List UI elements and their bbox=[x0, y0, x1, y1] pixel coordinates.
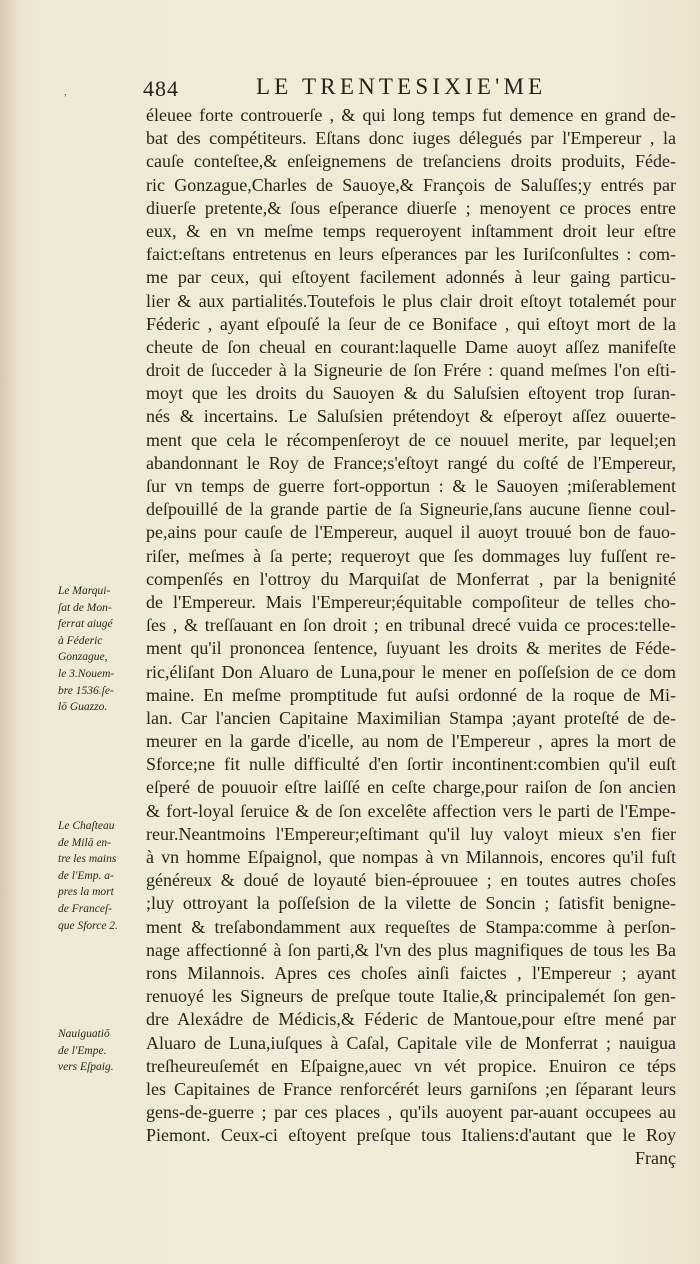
text-line: moyt que les droits du Sauoyen & du Saluſsien eſtoyent trop ſuran- bbox=[146, 383, 676, 404]
side-note-marquisat bbox=[58, 583, 142, 716]
text-line: renuoyé les Signeurs de preſque toute Italie,& principalemét ſon gen- bbox=[146, 986, 676, 1007]
side-note-line: Le Marqui- bbox=[58, 585, 111, 597]
side-note-line: tre les mains bbox=[58, 853, 117, 866]
text-line: diuerſe pretente,& ſous eſperance diuerſe ; menoyent ce proces entre bbox=[146, 197, 676, 218]
text-line: Féderic , ayant eſpouſé la ſeur de ce Boniface , qui eſtoyt mort de la bbox=[146, 313, 676, 334]
text-line: cheute de ſon cheual en courant:laquelle Dame auoyt aſſez manifeſte bbox=[146, 336, 676, 357]
text-line: meurer en la garde d'icelle, au nom de l'Empereur , apres la mort de bbox=[146, 731, 676, 752]
side-note-line: Gonzague, bbox=[58, 651, 108, 664]
side-note-line: de Franceſ- bbox=[58, 902, 112, 915]
text-line: cauſe conteſtee,& enſeignemens de treſanciens droits produits, Féde- bbox=[146, 151, 676, 172]
text-line: compenſés en l'ottroy du Marquiſat de Monferrat , par la benignité bbox=[146, 568, 676, 589]
side-note-line: vers Eſpaig. bbox=[58, 1061, 114, 1074]
text-line: faict:eſtans entretenus en leurs eſperances par les Iuriſconſultes : com- bbox=[146, 244, 676, 265]
side-note-line: de l'Emp. a- bbox=[58, 869, 114, 882]
text-line: droit de ſucceder à la Signeurie de ſon Frére : quand meſmes l'on eſti- bbox=[146, 360, 676, 381]
text-line: nés & incertains. Le Saluſsien prétendoyt & eſperoyt aſſez ouuerte- bbox=[146, 406, 676, 427]
text-line: gens-de-guerre ; par ces places , qu'ils auoyent par-auant occupees au bbox=[146, 1102, 676, 1123]
margin-mark: , bbox=[64, 86, 67, 98]
text-line: rons Milannois. Apres ces choſes ainſi faictes , l'Empereur ; ayant bbox=[146, 962, 676, 983]
text-line: lier & aux partialités.Toutefois le plus clair droit eſtoyt totalemét pour bbox=[146, 290, 676, 311]
side-note-line: de l'Empe. bbox=[58, 1044, 107, 1057]
body-text bbox=[146, 104, 676, 1171]
text-line: maine. En meſme promptitude fut auſsi ordonné de la roque de Mi- bbox=[146, 684, 676, 705]
text-line: abandonnant le Roy de France;s'eſtoyt rangé du coſté de l'Empereur, bbox=[146, 452, 676, 473]
text-line: ment qu'il prononcea ſentence, ſuyuant les droits & merites de Féde- bbox=[146, 638, 676, 659]
text-line: lan. Car l'ancien Capitaine Maximilian Stampa ;ayant proteſté de de- bbox=[146, 707, 676, 728]
side-note-nauigation bbox=[58, 1026, 142, 1076]
side-note-line: pres la mort bbox=[58, 886, 114, 899]
text-line: de l'Empereur. Mais l'Empereur;équitable compoſiteur de telles cho- bbox=[146, 591, 676, 612]
page-header bbox=[140, 76, 670, 106]
text-line: à vn homme Eſpaignol, que nompas à vn Milannois, encores qu'il fuſt bbox=[146, 847, 676, 867]
text-line: Aluaro de Luna,iuſques à Caſal, Capitale vile de Monferrat ; nauigua bbox=[146, 1032, 676, 1053]
text-line: reur.Neantmoins l'Empereur;eſtimant qu'il luy valoyt mieux s'en fier bbox=[146, 823, 676, 844]
text-line: deſpouillé de la grande partie de ſa Signeurie,ſans aucune ſienne coul- bbox=[146, 499, 676, 520]
side-note-chasteau bbox=[58, 818, 142, 934]
page-gutter-shadow bbox=[0, 0, 18, 1264]
text-line: pe,ains pour cauſe de l'Empereur, auquel il auoyt trouué bon de fauo- bbox=[146, 522, 676, 543]
text-line: nage affectionné à ſon parti,& l'vn des plus magnifiques de tous les Ba bbox=[146, 939, 676, 960]
text-line: ric Gonzague,Charles de Sauoye,& François de Saluſſes;y entrés par bbox=[146, 174, 676, 195]
page-number: 484 bbox=[143, 76, 179, 101]
text-line: les Capitaines de France renforcérét leurs garniſons ;en ſéparant leurs bbox=[146, 1078, 676, 1099]
text-line: Sforce;ne fit nulle difficulté d'en ſortir incontinent:combien qu'il euſt bbox=[146, 754, 676, 775]
text-line: eſperé de pouuoir eſtre laiſſé en ceſte charge,pour raiſon de ſon ancien bbox=[146, 777, 676, 798]
text-line: eux, & en vn meſme temps requeroyent inſtamment droit leur eſtre bbox=[146, 220, 676, 241]
side-note-line: bre 1536.ſe- bbox=[58, 684, 114, 697]
side-note-line: ſat de Mon- bbox=[58, 601, 112, 614]
text-line: me par ceux, qui eſtoyent facilement adonnés à leur gaing particu- bbox=[146, 267, 676, 288]
text-line: riſer, meſmes à ſa perte; requeroyt que ſes dommages luy fuſſent re- bbox=[146, 545, 676, 566]
text-line: bat des compétiteurs. Eſtans donc iuges délegués par l'Empereur , la bbox=[146, 128, 676, 149]
text-line: Franç bbox=[635, 1148, 676, 1169]
text-line: & fort-loyal ſeruice & de ſon excelête affection vers le parti de l'Empe- bbox=[146, 800, 676, 821]
side-note-line: lō Guazzo. bbox=[58, 701, 108, 714]
running-title: LE TRENTESIXIE'ME bbox=[256, 74, 547, 99]
text-line: treſheureuſemét en Eſpaigne,auec vn vét propice. Enuiron ce téps bbox=[146, 1055, 676, 1076]
text-line: généreux & doué de loyauté bien-éprouuee ; en toutes autres choſes bbox=[146, 870, 676, 891]
side-note-line: que Sforce 2. bbox=[58, 919, 118, 932]
side-note-line: à Féderic bbox=[58, 634, 103, 647]
text-line: ment que cela le récompenſeroyt de ce nouuel merite, par lequel;en bbox=[146, 429, 676, 450]
text-line: ment & treſabondamment aux requeſtes de Stampa:comme à perſon- bbox=[146, 916, 676, 937]
side-note-line: ferrat aiugé bbox=[58, 618, 113, 631]
text-line: dre Alexádre de Médicis,& Féderic de Mantoue,pour eſtre mené par bbox=[146, 1009, 676, 1030]
side-note-line: de Milā en- bbox=[58, 836, 112, 849]
text-line: ;luy ottroyant la poſſeſsion de la vilette de Soncin ; ſatisfit benigne- bbox=[146, 893, 676, 914]
side-note-line: Le Chaſteau bbox=[58, 820, 115, 832]
text-line: Piemont. Ceux-ci eſtoyent preſque tous Italiens:d'autant que le Roy bbox=[146, 1125, 676, 1146]
side-note-line: Nauiguatiō bbox=[58, 1028, 110, 1040]
text-line: ric,éliſant Don Aluaro de Luna,pour le mener en poſſeſsion de ce dom bbox=[146, 661, 676, 682]
text-line: ſes , & treſſauant en ſon droit ; en tribunal drecé vuida ce proces:telle- bbox=[146, 615, 676, 636]
text-line: ſur vn temps de guerre fort-opportun : & le Sauoyen ;miſerablement bbox=[146, 476, 676, 496]
side-note-line: le 3.Nouem- bbox=[58, 667, 115, 680]
text-line: éleuee forte controuerſe , & qui long temps fut demence en grand de- bbox=[146, 105, 676, 125]
